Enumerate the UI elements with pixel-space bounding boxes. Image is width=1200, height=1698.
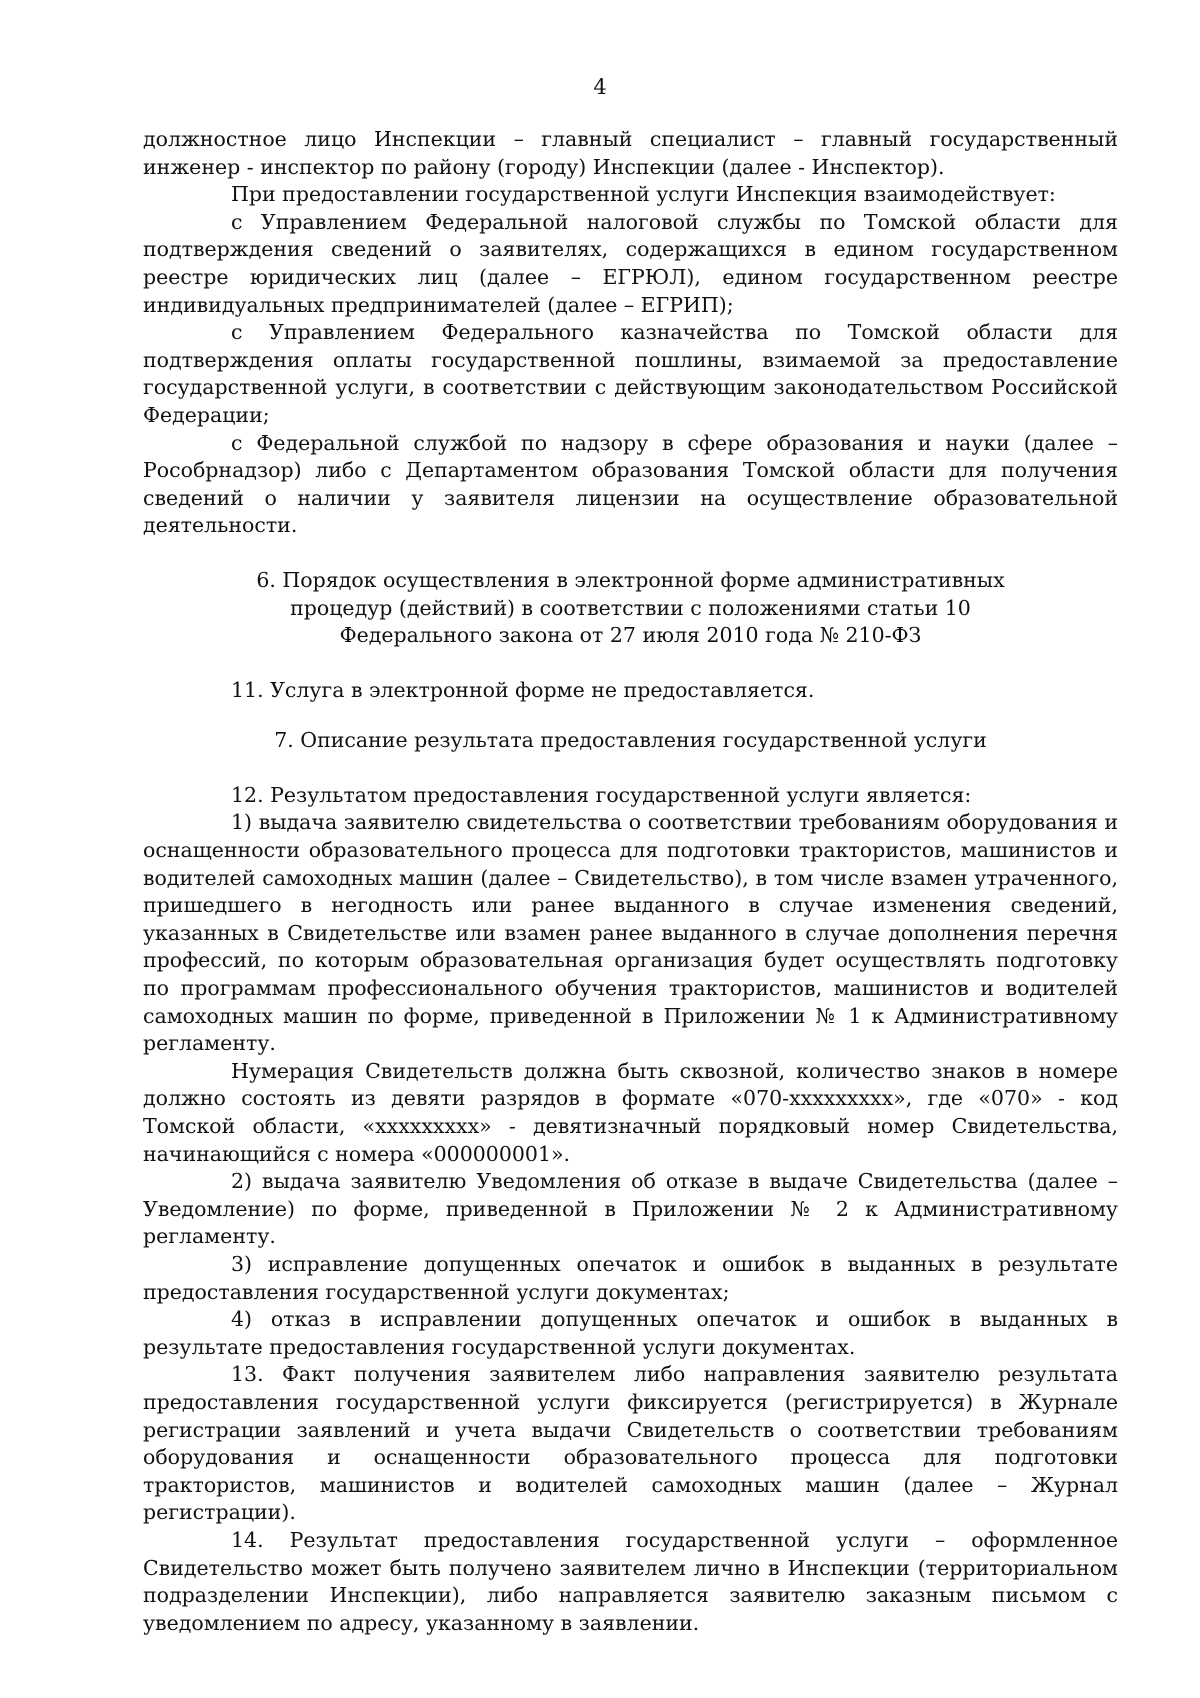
section-6-heading-line: Федерального закона от 27 июля 2010 года № 210-ФЗ xyxy=(339,623,922,648)
section-6-heading xyxy=(143,567,1118,650)
paragraph-item-12: 12. Результатом предоставления государственной услуги является: xyxy=(231,782,972,807)
spacer xyxy=(143,650,1118,677)
paragraph-numbering: Нумерация Свидетельств должна быть сквозной, количество знаков в номере должно состоять из девяти разрядов в формате «070-ххххххххх», где «070» - код Томской области, «ххххххххх» - девятизначный порядковый номер Свидетельства, начинающийся с номера «000000001». xyxy=(143,1058,1118,1166)
paragraph-item-11: 11. Услуга в электронной форме не предоставляется. xyxy=(231,677,815,702)
paragraph-item-13: 13. Факт получения заявителем либо направления заявителю результата предоставления государственной услуги фиксируется (регистрируется) в Журнале регистрации заявлений и учета выдачи Свидетельств о соответствии требованиям оборудования и оснащенности образовательного процесса для подготовки трактористов, машинистов и водителей самоходных машин (далее – Журнал регистрации). xyxy=(143,1362,1118,1525)
section-7-heading: 7. Описание результата предоставления государственной услуги xyxy=(274,728,987,753)
document-body xyxy=(143,126,1118,1637)
section-6-heading-line: 6. Порядок осуществления в электронной форме административных xyxy=(256,567,1005,592)
paragraph-item-12-3: 3) исправление допущенных опечаток и ошибок в выданных в результате предоставления государственной услуги документах; xyxy=(143,1251,1118,1304)
spacer xyxy=(143,704,1118,727)
paragraph-interaction-tax-service: с Управлением Федеральной налоговой службы по Томской области для подтверждения сведений о заявителях, содержащихся в едином государственном реестре юридических лиц (далее – ЕГРЮЛ), едином государственном реестре индивидуальных предпринимателей (далее – ЕГРИП); xyxy=(143,209,1118,317)
paragraph-interaction-rosobrnadzor: с Федеральной службой по надзору в сфере образования и науки (далее – Рособрнадзор) либо с Департаментом образования Томской области для получения сведений о наличии у заявителя лицензии на осуществление образовательной деятельности. xyxy=(143,430,1118,538)
paragraph-item-12-2: 2) выдача заявителю Уведомления об отказе в выдаче Свидетельства (далее – Уведомление) по форме, приведенной в Приложении № 2 к Административному регламенту. xyxy=(143,1169,1118,1249)
paragraph-interaction-intro: При предоставлении государственной услуги Инспекция взаимодействует: xyxy=(231,182,1056,207)
section-6-heading-line: процедур (действий) в соответствии с положениями статьи 10 xyxy=(290,595,971,620)
paragraph-item-12-1: 1) выдача заявителю свидетельства о соответствии требованиям оборудования и оснащенности образовательного процесса для подготовки трактористов, машинистов и водителей самоходных машин (далее – Свидетельство), в том числе взамен утраченного, пришедшего в негодность или ранее выданного в случае изменения сведений, указанных в Свидетельстве или взамен ранее выданного в случае дополнения перечня профессий, по которым образовательная организация будет осуществлять подготовку по программам профессионального обучения трактористов, машинистов и водителей самоходных машин по форме, приведенной в Приложении № 1 к Административному регламенту. xyxy=(143,810,1118,1056)
spacer xyxy=(143,540,1118,567)
paragraph-inspector-definition: должностное лицо Инспекции – главный специалист – главный государственный инженер - инспектор по району (городу) Инспекции (далее - Инспектор). xyxy=(143,127,1118,179)
page-number: 4 xyxy=(593,75,607,99)
paragraph-item-14: 14. Результат предоставления государственной услуги – оформленное Свидетельство может быть получено заявителем лично в Инспекции (территориальном подразделении Инспекции), либо направляется заявителю заказным письмом с уведомлением по адресу, указанному в заявлении. xyxy=(143,1527,1118,1635)
spacer xyxy=(143,755,1118,782)
paragraph-interaction-treasury: с Управлением Федерального казначейства по Томской области для подтверждения оплаты государственной пошлины, взимаемой за предоставление государственной услуги, в соответствии с действующим законодательством Российской Федерации; xyxy=(143,320,1118,427)
paragraph-item-12-4: 4) отказ в исправлении допущенных опечаток и ошибок в выданных в результате предоставления государственной услуги документах. xyxy=(143,1307,1118,1359)
